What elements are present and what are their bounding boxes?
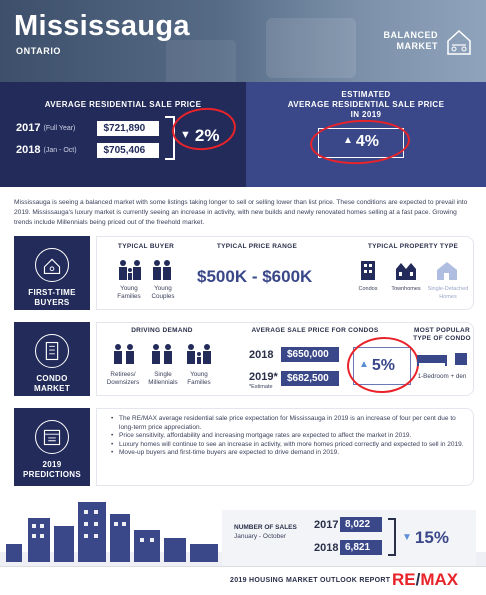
driver-label-line: Families bbox=[187, 379, 211, 386]
year-label: 2018 bbox=[249, 349, 274, 361]
prediction-list bbox=[111, 415, 471, 458]
section-title-line: BUYERS bbox=[34, 298, 70, 307]
market-status-line1: BALANCED bbox=[383, 30, 438, 40]
estimated-title-line: AVERAGE RESIDENTIAL SALE PRICE bbox=[287, 100, 445, 109]
driving-demand-title: DRIVING DEMAND bbox=[131, 327, 193, 334]
family-icon bbox=[185, 343, 213, 365]
estimated-title-line: IN 2019 bbox=[350, 110, 382, 119]
driver-label-line: Millennials bbox=[148, 379, 178, 386]
typical-buyer-title: TYPICAL BUYER bbox=[117, 243, 175, 250]
prediction-item: • The RE/MAX average residential sale price expectation for Mississauga in 2019 is an increase of four per cent due to long-term price appreciation. bbox=[111, 415, 471, 432]
section-title-line: FIRST-TIME bbox=[28, 288, 76, 297]
retirees-icon bbox=[111, 343, 137, 365]
condo-price-value: $682,500 bbox=[281, 371, 339, 386]
property-label: Townhomes bbox=[391, 286, 421, 292]
year-label: 2018 bbox=[16, 144, 41, 156]
sales-value: 6,821 bbox=[340, 540, 382, 555]
popular-type-value: 1-Bedroom + den bbox=[417, 373, 467, 380]
period-note: (Full Year) bbox=[43, 124, 76, 132]
avg-price-row bbox=[16, 120, 159, 136]
predictions-section bbox=[14, 408, 474, 486]
arrow-down-icon: ▼ bbox=[180, 129, 191, 141]
popular-type-title bbox=[409, 327, 475, 343]
section-title-line: 2019 bbox=[42, 460, 62, 469]
popular-type-title-line: MOST POPULAR bbox=[414, 327, 470, 334]
driver-label-line: Downsizers bbox=[106, 379, 140, 386]
section-title-line: CONDO bbox=[36, 374, 68, 383]
estimated-title-line: ESTIMATED bbox=[341, 90, 391, 99]
prediction-item: • Price sensitivity, affordability and increasing mortgage rates are expected to affect the market in 2019. bbox=[111, 432, 471, 441]
condo-change-value: 5% bbox=[371, 357, 396, 374]
section-title bbox=[14, 374, 90, 394]
typical-range-title: TYPICAL PRICE RANGE bbox=[216, 243, 298, 250]
driver-label bbox=[179, 371, 219, 387]
market-status-line2: MARKET bbox=[396, 41, 438, 51]
sales-change-value: 15% bbox=[414, 528, 449, 547]
red-annotation-circle bbox=[345, 335, 421, 396]
report-title: 2019 HOUSING MARKET OUTLOOK REPORT bbox=[230, 577, 391, 584]
year-label: 2017 bbox=[314, 519, 339, 531]
comparison-bracket bbox=[388, 518, 396, 556]
millennials-icon bbox=[149, 343, 175, 365]
buyer-label-line: Young bbox=[120, 285, 138, 292]
first-time-buyers-section bbox=[14, 236, 474, 310]
year-label: 2019* bbox=[249, 371, 278, 383]
city-title: Mississauga bbox=[14, 10, 190, 42]
section-label bbox=[14, 408, 90, 486]
logo-part: RE bbox=[392, 570, 416, 589]
price-value: $705,406 bbox=[97, 143, 159, 158]
section-title-line: PREDICTIONS bbox=[23, 470, 81, 479]
property-type-title: TYPICAL PROPERTY TYPE bbox=[367, 243, 459, 250]
background-photo-shape bbox=[266, 18, 356, 78]
market-status bbox=[358, 30, 438, 52]
condo-price-value: $650,000 bbox=[281, 347, 339, 362]
popular-type-title-line: TYPE OF CONDO bbox=[413, 335, 471, 342]
arrow-down-icon: ▼ bbox=[402, 532, 412, 543]
year-label: 2017 bbox=[16, 122, 41, 134]
prediction-item: • Luxury homes will continue to see an increase in activity, with more homes priced correctly and expected to sell in 2019. bbox=[111, 441, 471, 450]
calendar-icon bbox=[35, 420, 69, 454]
estimate-note: *Estimate bbox=[249, 384, 273, 390]
arrow-up-icon: ▲ bbox=[342, 135, 353, 146]
section-label bbox=[14, 322, 90, 396]
bed-and-den-icon bbox=[415, 351, 471, 367]
estimated-title bbox=[246, 90, 486, 120]
buyer-label-line: Families bbox=[117, 293, 141, 300]
price-range-value: $500K - $600K bbox=[197, 267, 313, 286]
section-content bbox=[96, 408, 474, 486]
year-label: 2018 bbox=[314, 542, 339, 554]
driver-label-line: Young bbox=[190, 371, 208, 378]
price-band bbox=[0, 82, 486, 187]
condo-tower-icon bbox=[35, 334, 69, 368]
condo-building-icon bbox=[359, 259, 377, 281]
couple-icon bbox=[151, 259, 173, 281]
logo-part: MAX bbox=[420, 570, 459, 589]
section-title bbox=[14, 460, 90, 480]
property-label: Condos bbox=[358, 286, 378, 292]
header-banner bbox=[0, 0, 486, 82]
property-label-line: Homes bbox=[439, 294, 457, 300]
section-content bbox=[96, 322, 474, 396]
section-content bbox=[96, 236, 474, 310]
sales-panel bbox=[222, 510, 476, 566]
prediction-item: • Move-up buyers and first-time buyers are expected to drive demand in 2019. bbox=[111, 449, 471, 458]
condo-avg-title: AVERAGE SALE PRICE FOR CONDOS bbox=[251, 327, 379, 334]
family-icon bbox=[117, 259, 143, 281]
avg-price-row bbox=[16, 142, 159, 158]
driver-label-line: Retirees/ bbox=[110, 371, 136, 378]
market-summary: Mississauga is seeing a balanced market with some listings taking longer to sell or selling lower than list price. These conditions are expected to prevail into 2019. Mississauga's luxury market is currently seeing an increase in activity, with new builds and newly renovated homes selling at a fast pace. Growing trends include Millennials being priced out of the freehold market. bbox=[14, 199, 468, 226]
townhome-icon bbox=[395, 259, 417, 281]
sales-change bbox=[402, 528, 449, 548]
section-title bbox=[14, 288, 90, 308]
driver-label-line: Single bbox=[154, 371, 172, 378]
section-label bbox=[14, 236, 90, 310]
logo-slash: / bbox=[415, 570, 421, 589]
driver-label bbox=[101, 371, 145, 387]
buyer-label-line: Couples bbox=[151, 293, 175, 300]
price-change-value: 2% bbox=[194, 126, 220, 145]
period-note: (Jan - Oct) bbox=[43, 146, 77, 154]
condo-market-section bbox=[14, 322, 474, 396]
sales-period: January - October bbox=[234, 533, 287, 540]
house-key-icon bbox=[35, 248, 69, 282]
remax-logo bbox=[392, 570, 458, 590]
avg-price-title: AVERAGE RESIDENTIAL SALE PRICE bbox=[44, 100, 202, 109]
red-annotation-circle bbox=[309, 117, 411, 166]
price-value: $721,890 bbox=[97, 121, 159, 136]
section-title-line: MARKET bbox=[33, 384, 71, 393]
property-label-line: Single-Detached bbox=[427, 286, 469, 292]
buyer-label-line: Young bbox=[154, 285, 172, 292]
buyer-label bbox=[143, 285, 183, 301]
footer bbox=[0, 566, 486, 595]
estimated-change-value: 4% bbox=[355, 133, 380, 150]
arrow-up-icon: ▲ bbox=[359, 359, 369, 370]
sales-title: NUMBER OF SALES bbox=[234, 524, 297, 531]
background-photo-shape bbox=[166, 40, 236, 82]
province-label: ONTARIO bbox=[16, 46, 62, 56]
sales-value: 8,022 bbox=[340, 517, 382, 532]
balanced-house-icon bbox=[444, 27, 474, 57]
property-label bbox=[423, 285, 473, 301]
estimated-panel bbox=[246, 82, 486, 187]
detached-home-icon bbox=[435, 259, 459, 281]
